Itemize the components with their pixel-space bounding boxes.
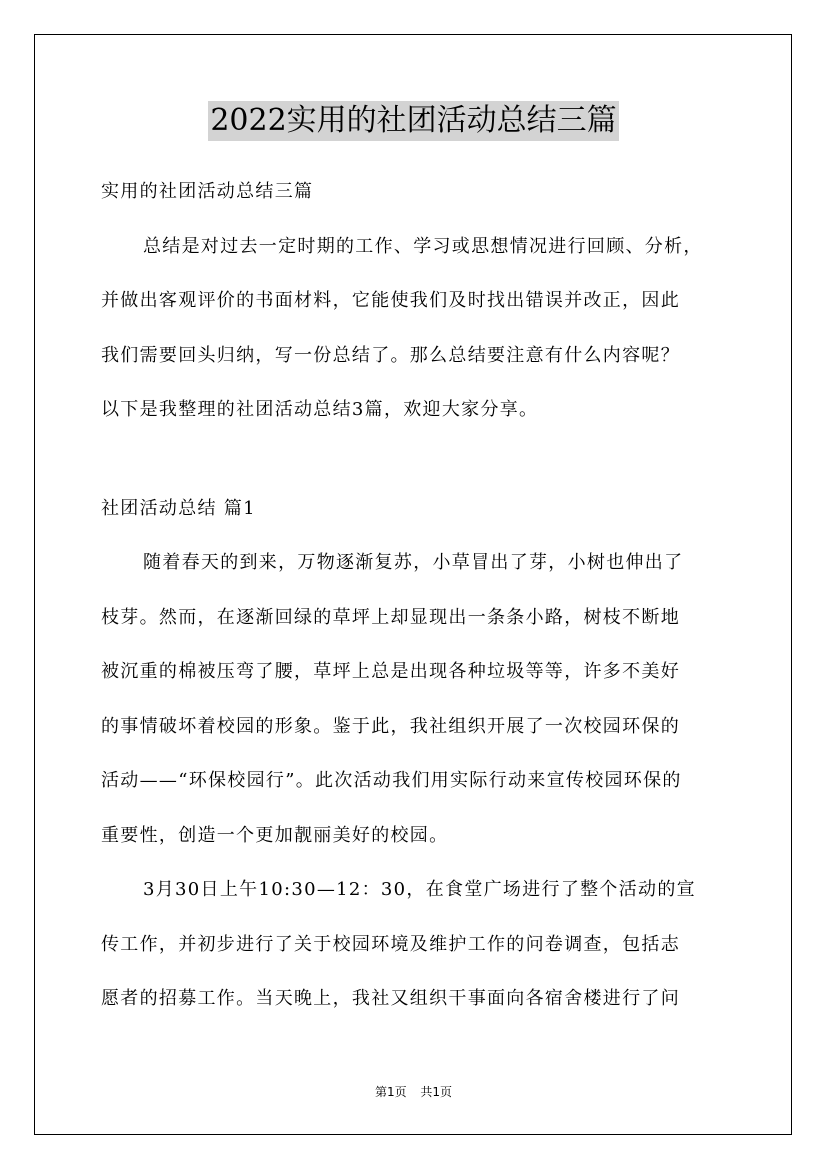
paragraph-line: 随着春天的到来，万物逐渐复苏，小草冒出了芽，小树也伸出了 [143,552,684,573]
document-title: 2022实用的社团活动总结三篇 [208,101,618,141]
document-subtitle: 实用的社团活动总结三篇 [101,181,314,202]
paragraph-line: 被沉重的棉被压弯了腰，草坪上总是出现各种垃圾等等，许多不美好 [101,661,680,682]
paragraph-line: 3月30日上午10:30—12：30，在食堂广场进行了整个活动的宣 [143,879,696,900]
section-heading: 社团活动总结 篇1 [101,497,256,519]
intro-line: 总结是对过去一定时期的工作、学习或思想情况进行回顾、分析， [143,235,703,257]
paragraph-line: 的事情破坏着校园的形象。鉴于此，我社组织开展了一次校园环保的 [101,715,680,737]
page-footer [0,1084,827,1100]
intro-line: 并做出客观评价的书面材料，它能使我们及时找出错误并改正，因此 [101,290,680,311]
paragraph-line: 枝芽。然而，在逐渐回绿的草坪上却显现出一条条小路，树枝不断地 [101,606,680,628]
paragraph-line: 重要性，创造一个更加靓丽美好的校园。 [101,824,449,846]
intro-line: 以下是我整理的社团活动总结3篇，欢迎大家分享。 [101,399,539,420]
section-gap [101,445,741,489]
intro-line: 我们需要回头归纳，写一份总结了。那么总结要注意有什么内容呢？ [101,344,680,366]
paragraph-line: 活动——“环保校园行”。此次活动我们用实际行动来宣传校园环保的 [101,770,682,791]
title-wrap [0,101,827,141]
page-number: 第1页 [374,1085,407,1099]
document-body [101,172,741,1034]
paragraph-line: 愿者的招募工作。当天晚上，我社又组织干事面向各宿舍楼进行了问 [101,988,680,1009]
paragraph-line: 传工作，并初步进行了关于校园环境及维护工作的问卷调查，包括志 [101,933,680,955]
page-total: 共1页 [420,1085,453,1099]
